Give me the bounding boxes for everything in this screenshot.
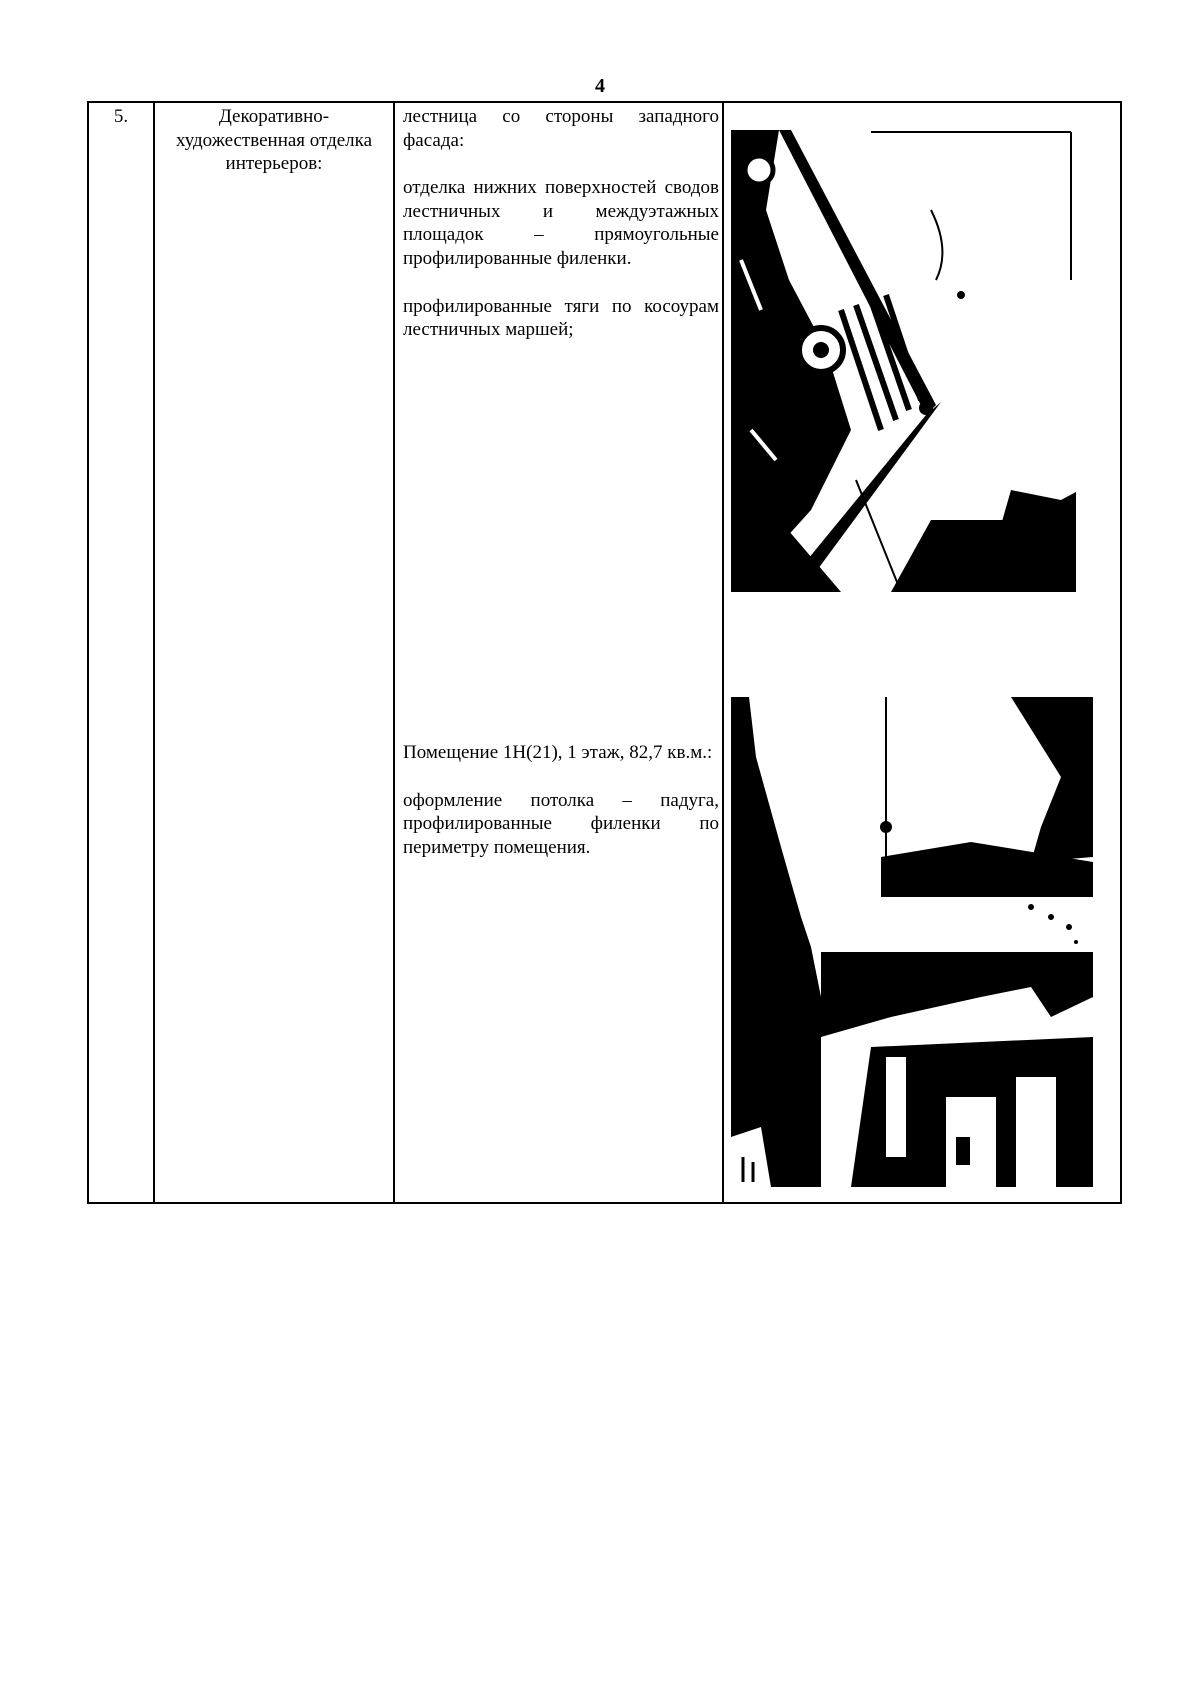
- room-heading: Помещение 1Н(21), 1 этаж, 82,7 кв.м.:: [403, 742, 713, 763]
- page-number: 4: [595, 75, 605, 97]
- column-divider: [393, 103, 395, 1202]
- room-ceiling-photo: [731, 697, 1093, 1187]
- room-description: [403, 741, 719, 883]
- column-divider: [722, 103, 724, 1202]
- staircase-photo: [731, 130, 1076, 592]
- row-number: 5.: [113, 106, 129, 127]
- room-item: оформление потолка – падуга, профилированные филенки по периметру помещения.: [403, 789, 719, 858]
- staircase-item: отделка нижних поверхностей сводов лестничных и междуэтажных площадок – прямоугольные профилированные филенки.: [403, 177, 719, 269]
- staircase-heading: лестница со стороны западного фасада:: [403, 106, 719, 151]
- column-divider: [153, 103, 155, 1202]
- section-title: Декоративно-художественная отделка интерьеров:: [175, 106, 373, 175]
- object-table: [87, 101, 1122, 1204]
- staircase-item: профилированные тяги по косоурам лестничных маршей;: [403, 295, 719, 341]
- staircase-description: [403, 105, 719, 366]
